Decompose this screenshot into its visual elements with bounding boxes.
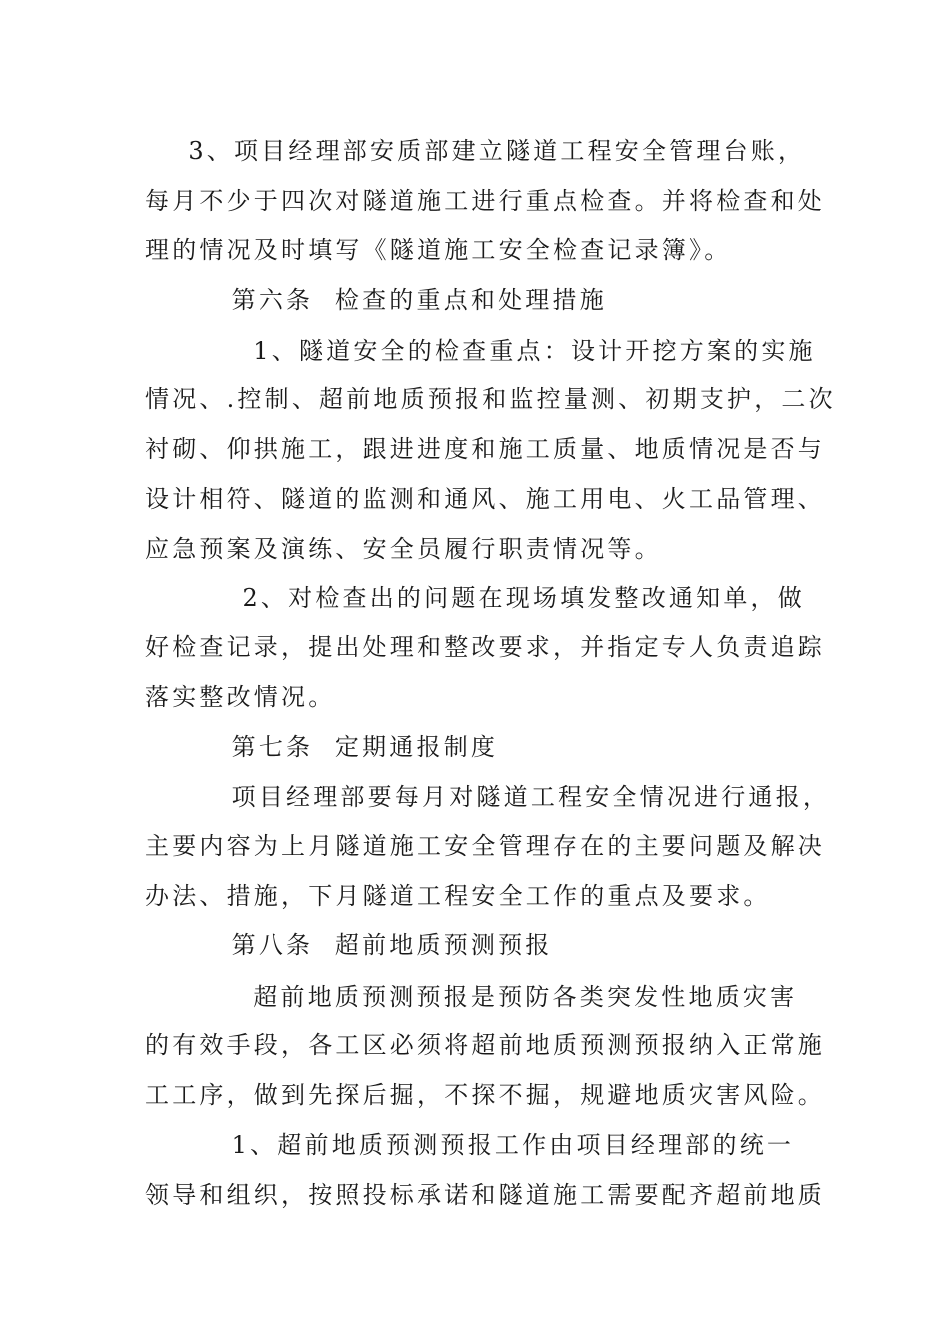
section-heading: 第七条 定期通报制度 <box>145 733 499 761</box>
text-line: 工工序，做到先探后掘，不探不掘，规避地质灾害风险。 <box>145 1081 825 1109</box>
text-line: 1、超前地质预测预报工作由项目经理部的统一 <box>145 1131 795 1159</box>
text-line: 3、项目经理部安质部建立隧道工程安全管理台账， <box>145 137 806 165</box>
text-line: 的有效手段，各工区必须将超前地质预测预报纳入正常施 <box>145 1031 825 1059</box>
text-line: 超前地质预测预报是预防各类突发性地质灾害 <box>145 983 798 1011</box>
text-line: 情况、.控制、超前地质预报和监控量测、初期支护，二次 <box>145 385 836 413</box>
text-line: 领导和组织，按照投标承诺和隧道施工需要配齐超前地质 <box>145 1181 825 1209</box>
text-line: 1、隧道安全的检查重点：设计开挖方案的实施 <box>145 337 816 365</box>
text-line: 落实整改情况。 <box>145 683 336 711</box>
section-heading: 第六条 检查的重点和处理措施 <box>145 286 607 314</box>
section-heading: 第八条 超前地质预测预报 <box>145 931 553 959</box>
text-line: 理的情况及时填写《隧道施工安全检查记录簿》。 <box>145 236 732 264</box>
text-line: 2、对检查出的问题在现场填发整改通知单，做 <box>145 584 805 612</box>
text-line: 衬砌、仰拱施工，跟进进度和施工质量、地质情况是否与 <box>145 435 825 463</box>
text-line: 应急预案及演练、安全员履行职责情况等。 <box>145 535 662 563</box>
text-line: 每月不少于四次对隧道施工进行重点检查。并将检查和处 <box>145 187 825 215</box>
text-line: 设计相符、隧道的监测和通风、施工用电、火工品管理、 <box>145 485 825 513</box>
text-line: 主要内容为上月隧道施工安全管理存在的主要问题及解决 <box>145 832 825 860</box>
text-line: 项目经理部要每月对隧道工程安全情况进行通报， <box>145 783 831 811</box>
text-line: 办法、措施，下月隧道工程安全工作的重点及要求。 <box>145 882 771 910</box>
text-line: 好检查记录，提出处理和整改要求，并指定专人负责追踪 <box>145 633 825 661</box>
